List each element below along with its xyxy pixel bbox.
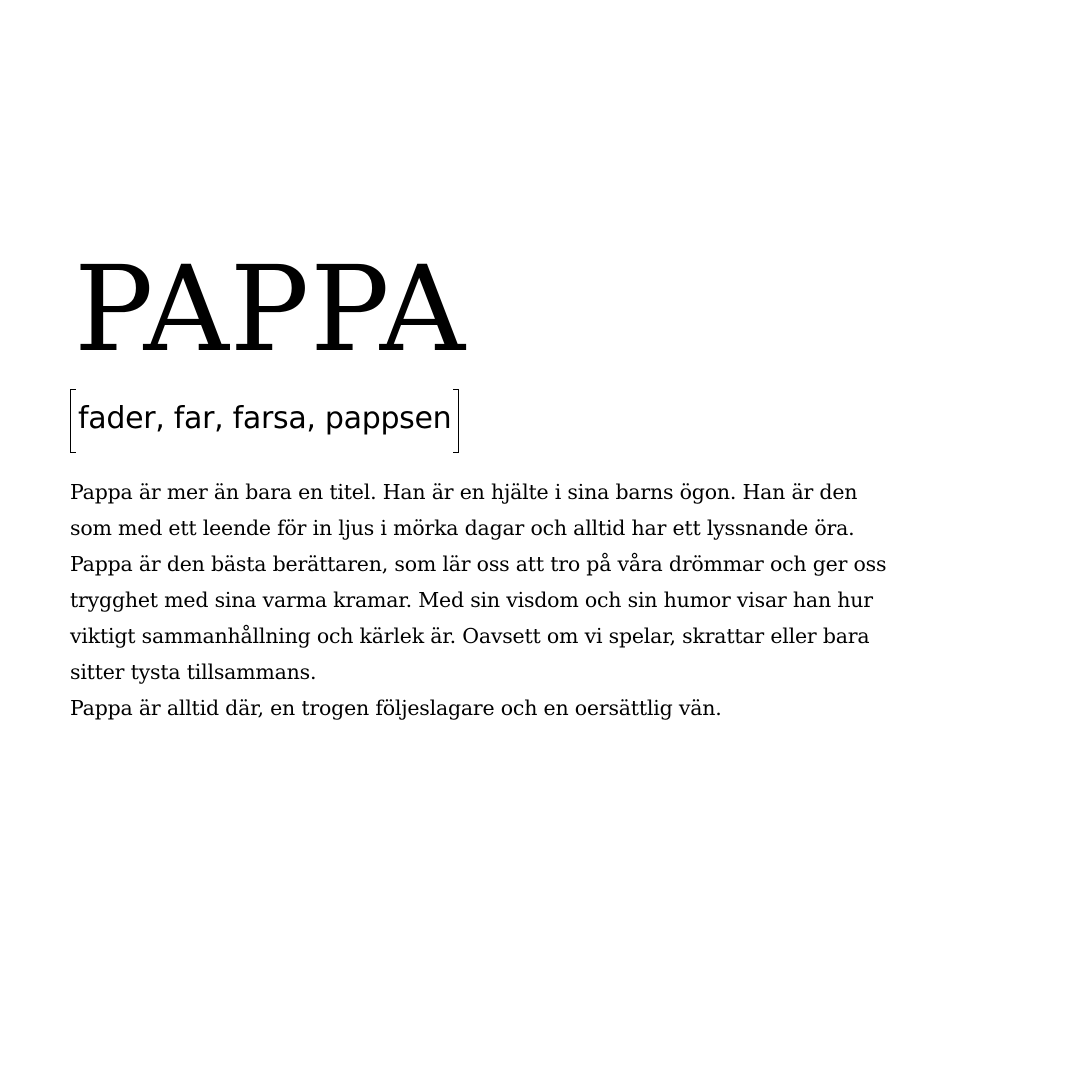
synonyms-block (70, 388, 459, 454)
paragraph-line: som med ett leende för in ljus i mörka dagar och alltid har ett lyssnande öra. (70, 516, 855, 540)
right-bracket-icon (453, 389, 459, 453)
paragraph-line: Pappa är alltid där, en trogen följeslagare och en oersättlig vän. (70, 696, 722, 720)
page-title: PAPPA (74, 240, 466, 378)
paragraph-line: sitter tysta tillsammans. (70, 660, 317, 684)
paragraph-line: Pappa är mer än bara en titel. Han är en hjälte i sina barns ögon. Han är den (70, 480, 858, 504)
synonyms-text: fader, far, farsa, pappsen (78, 400, 452, 436)
definition-paragraph (70, 474, 970, 726)
paragraph-line: trygghet med sina varma kramar. Med sin visdom och sin humor visar han hur (70, 588, 873, 612)
paragraph-line: viktigt sammanhållning och kärlek är. Oavsett om vi spelar, skrattar eller bara (70, 624, 870, 648)
paragraph-line: Pappa är den bästa berättaren, som lär oss att tro på våra drömmar och ger oss (70, 552, 887, 576)
